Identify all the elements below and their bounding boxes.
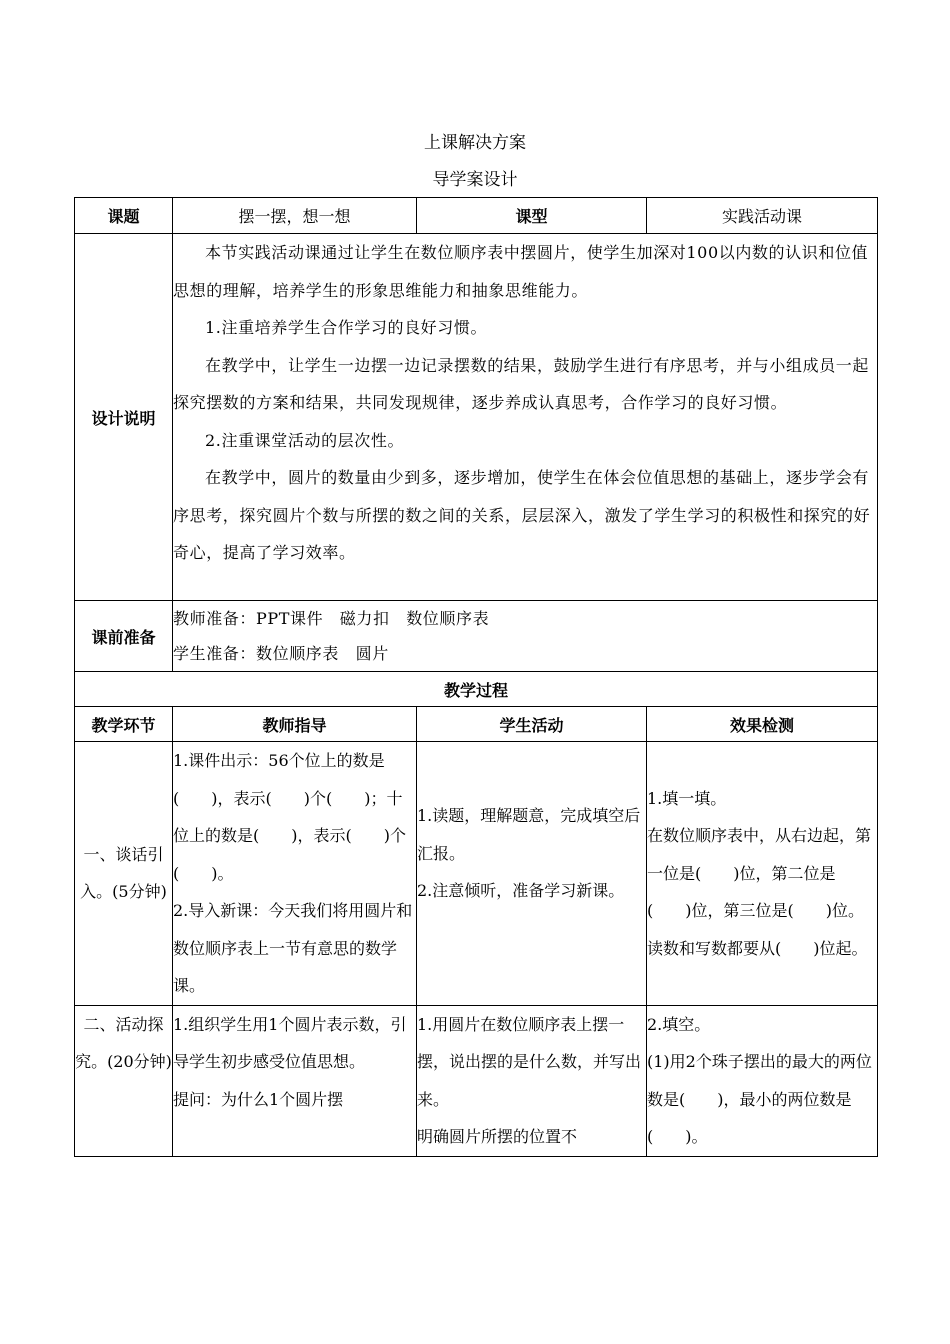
design-paragraph: 2.注重课堂活动的层次性。	[205, 430, 405, 450]
process-title-row	[75, 672, 878, 707]
student-activity-item: 1.读题，理解题意，完成填空后汇报。	[417, 806, 641, 863]
topic-value: 摆一摆，想一想	[173, 198, 417, 234]
design-row	[75, 234, 878, 601]
design-paragraph: 在教学中，圆片的数量由少到多，逐步增加，使学生在体会位值思想的基础上，逐步学会有序思考，探究圆片个数与所摆的数之间的关系，层层深入，激发了学生学习的积极性和探究的好奇心，提高了学习效率。	[173, 468, 871, 562]
student-prep: 学生准备：数位顺序表 圆片	[173, 644, 389, 663]
process-title: 教学过程	[75, 672, 878, 707]
effect-check-cell	[647, 1005, 878, 1156]
design-paragraph: 在教学中，让学生一边摆一边记录摆数的结果，鼓励学生进行有序思考，并与小组成员一起探究摆数的方案和结果，共同发现规律，逐步养成认真思考，合作学习的良好习惯。	[173, 355, 870, 412]
lesson-plan-table	[74, 197, 878, 1157]
teacher-prep: 教师准备：PPT课件 磁力扣 数位顺序表	[173, 609, 490, 628]
student-activity-cell	[417, 1005, 647, 1156]
effect-check-item: 1.填一填。	[647, 788, 727, 808]
teacher-guide-cell	[173, 742, 417, 1006]
design-label: 设计说明	[75, 234, 173, 601]
design-paragraph: 本节实践活动课通过让学生在数位顺序表中摆圆片，使学生加深对100以内数的认识和位值思想的理解，培养学生的形象思维能力和抽象思维能力。	[173, 243, 869, 300]
prep-content	[173, 601, 878, 672]
column-header: 教师指导	[173, 707, 417, 742]
design-content	[173, 234, 878, 601]
process-row	[75, 742, 878, 1006]
student-activity-item: 明确圆片所摆的位置不	[417, 1127, 578, 1146]
process-row	[75, 1005, 878, 1156]
type-value: 实践活动课	[647, 198, 878, 234]
design-paragraph: 1.注重培养学生合作学习的良好习惯。	[205, 318, 488, 337]
effect-check-item: 2.填空。	[647, 1014, 711, 1034]
teacher-guide-item: 2.导入新课：今天我们将用圆片和数位顺序表上一节有意思的数学课。	[173, 901, 413, 995]
stage-cell: 一、谈话引入。(5分钟)	[75, 742, 173, 1006]
prep-label: 课前准备	[75, 601, 173, 672]
topic-label: 课题	[75, 198, 173, 234]
effect-check-item: (1)用2个珠子摆出的最大的两位数是( )，最小的两位数是( )。	[647, 1052, 872, 1146]
effect-check-cell	[647, 742, 878, 1006]
stage-cell: 二、活动探究。(20分钟)	[75, 1005, 173, 1156]
column-header: 教学环节	[75, 707, 173, 742]
type-label: 课型	[417, 198, 647, 234]
student-activity-item: 2.注意倾听，准备学习新课。	[417, 881, 625, 900]
teacher-guide-item: 1.课件出示：56个位上的数是( )，表示( )个( )；十位上的数是( )，表示( )个( )。	[173, 751, 406, 883]
column-header: 效果检测	[647, 707, 878, 742]
teacher-guide-cell	[173, 1005, 417, 1156]
info-row	[75, 198, 878, 234]
prep-row	[75, 601, 878, 672]
page-title: 上课解决方案	[424, 133, 526, 153]
teacher-guide-item: 1.组织学生用1个圆片表示数，引导学生初步感受位值思想。	[173, 1014, 407, 1071]
student-activity-item: 1.用圆片在数位顺序表上摆一摆，说出摆的是什么数，并写出来。	[417, 1014, 642, 1109]
process-header-row	[75, 707, 878, 742]
effect-check-item: 在数位顺序表中，从右边起，第一位是( )位，第二位是( )位，第三位是( )位。读数和写数都要从( )位起。	[647, 826, 872, 958]
student-activity-cell	[417, 742, 647, 1006]
column-header: 学生活动	[417, 707, 647, 742]
page-subtitle: 导学案设计	[432, 170, 518, 190]
teacher-guide-item: 提问：为什么1个圆片摆	[173, 1089, 344, 1109]
